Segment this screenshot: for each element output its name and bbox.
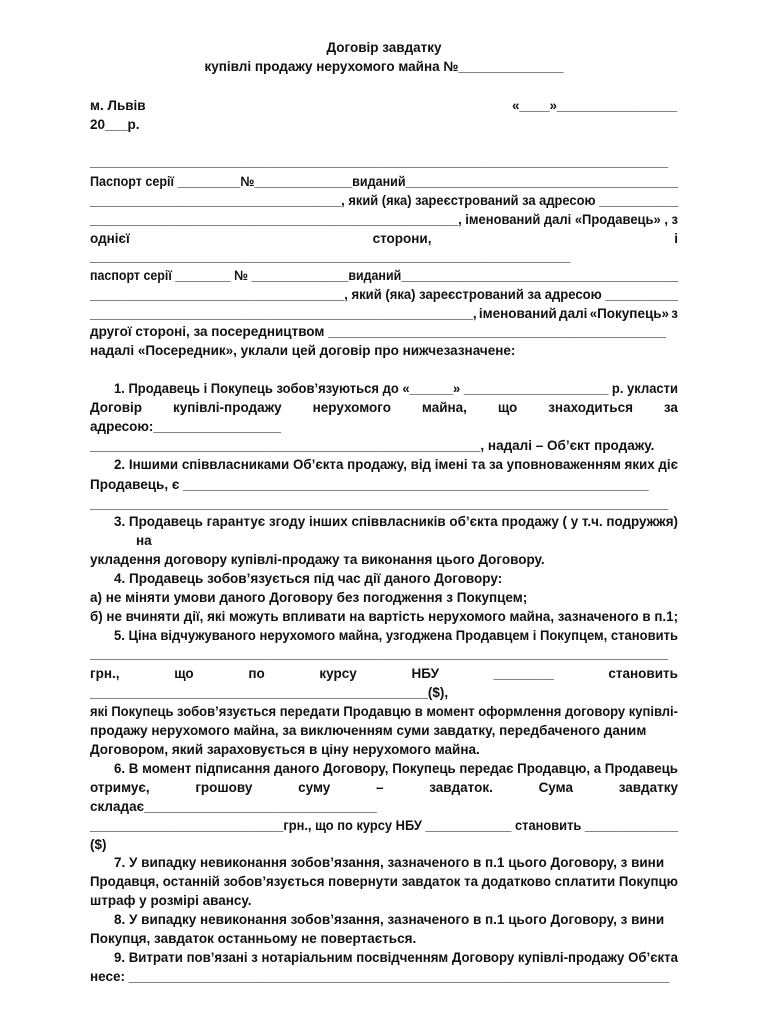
word: грошову (195, 780, 253, 795)
word: що (497, 400, 518, 415)
word: Сума (538, 780, 573, 795)
word: – (376, 780, 384, 795)
word: «Покупець» (589, 306, 670, 321)
clause-8-line: Покупця, завдаток останньому не повертається. (90, 931, 417, 946)
buyer-named-line (90, 304, 678, 323)
clause-4a: а) не міняти умови даного Договору без погодження з Покупцем; (90, 590, 528, 605)
clause-5-line: Договором, який зараховується в ціну нерухомого майна. (90, 742, 480, 757)
buyer-passport-line: паспорт серії ________ № ______________виданий________________________________________ (90, 268, 679, 283)
clause-1-line: ____________________________________________________, надалі – Об’єкт продажу. (90, 438, 655, 453)
buyer-address-line: ___________________________________, який (яка) зареєстрований за адресою __________ (90, 287, 679, 302)
word: отримує, (90, 780, 150, 795)
word: завдаток. (429, 780, 493, 795)
clause-5-line: продажу нерухомого майна, за виключенням суми завдатку, передбаченого даним (90, 723, 647, 738)
clause-4b: б) не вчиняти дії, які можуть впливати на вартість нерухомого майна, зазначеного в п.1; (90, 609, 679, 624)
seller-passport-line: Паспорт серії _________№______________виданий_______________________________________ (90, 174, 678, 189)
clause-6-line: 6. В момент підписання даного Договору, Покупець передає Продавцю, а Продавець (114, 761, 678, 776)
seller-side-line (90, 229, 678, 248)
document-subtitle: купівлі продажу нерухомого майна №______________ (204, 59, 564, 74)
clause-3-line: укладення договору купівлі-продажу та виконання цього Договору. (90, 552, 545, 567)
word: по (248, 666, 265, 681)
word: становить (608, 666, 678, 681)
clause-6-line (90, 778, 678, 797)
clause-5-line: які Покупець зобов’язується передати Продавцю в момент оформлення договору купівлі- (90, 704, 679, 719)
word: Договір (90, 400, 143, 415)
word: з (671, 306, 678, 321)
clause-3-line: на (136, 533, 152, 548)
word: завдатку (618, 780, 678, 795)
word: однієї (90, 231, 130, 246)
word: ___________________________________________________, (90, 306, 477, 321)
clause-7-line: 7. У випадку невиконання зобов’язання, зазначеного в п.1 цього Договору, з вини (114, 855, 665, 870)
city: м. Львів (90, 98, 146, 113)
seller-named-line: ___________________________________________________, іменований далі «Продавець» , з (90, 212, 678, 227)
clause-2-line: Продавець, є ______________________________________________________________ (90, 477, 649, 492)
clause-4-line: 4. Продавець зобов’язується під час дії даного Договору: (114, 571, 503, 586)
clause-5-line (90, 664, 678, 683)
word: далі (559, 306, 588, 321)
clause-1-line (90, 398, 678, 417)
word: майна, (421, 400, 467, 415)
clause-9-line: несе: ________________________________________________________________________ (90, 969, 670, 984)
word: ________ (493, 666, 554, 681)
blank-line: _____________________________________________________________________________ (90, 154, 669, 169)
clause-1-line: адресою:_________________ (90, 419, 282, 434)
clause-5-line: _____________________________________________________________________________ (90, 646, 669, 661)
date-day-field: «____»________________ (512, 98, 678, 113)
word: нерухомого (312, 400, 391, 415)
word: іменований (478, 306, 557, 321)
word: за (663, 400, 678, 415)
clause-6-line: ($) (90, 837, 107, 852)
seller-address-line: ___________________________________, який (яка) зареєстрований за адресою ___________ (90, 193, 679, 208)
clause-2-line: _____________________________________________________________________________ (90, 496, 669, 511)
clause-7-line: Продавця, останній зобов’язується повернути завдаток та додатково сплатити Покупцю (90, 874, 679, 889)
word: сторони, (372, 231, 432, 246)
blank-line: ________________________________________________________________ (90, 249, 571, 264)
clause-8-line: 8. У випадку невиконання зобов’язання, зазначеного в п.1 цього Договору, з вини (114, 912, 665, 927)
intermediary-line: другої стороні, за посередництвом _____________________________________________ (90, 324, 666, 339)
word: НБУ (411, 666, 439, 681)
clause-6-line: ___________________________грн., що по курсу НБУ ____________ становить _____________ (90, 818, 678, 833)
word: грн., (90, 666, 120, 681)
document-title: Договір завдатку (326, 40, 442, 55)
clause-3-line: 3. Продавець гарантує згоду інших співвласників об’єкта продажу ( у т.ч. подружжя) (114, 514, 679, 529)
word: суму (298, 780, 331, 795)
word: курсу (319, 666, 357, 681)
clause-1-line: 1. Продавець і Покупець зобов’язуються до «______» ____________________ р. укласти (114, 381, 679, 396)
clause-6-line: складає_______________________________ (90, 799, 377, 814)
word: що (174, 666, 194, 681)
clause-9-line: 9. Витрати пов’язані з нотаріальним посвідченням Договору купівлі-продажу Об’єкта (114, 950, 678, 965)
clause-5-line: _____________________________________________($), (90, 685, 449, 700)
word: знаходиться (548, 400, 633, 415)
clause-2-line: 2. Іншими співвласниками Об’єкта продажу, від імені та за уповноваженням яких діє (114, 457, 679, 472)
clause-7-line: штраф у розмірі авансу. (90, 893, 252, 908)
intro-line: надалі «Посередник», уклали цей договір про нижчезазначене: (90, 343, 516, 358)
word: і (674, 231, 678, 246)
clause-5-line: 5. Ціна відчужуваного нерухомого майна, узгоджена Продавцем і Покупцем, становить (114, 628, 679, 643)
date-year-field: 20___р. (90, 117, 140, 132)
word: купівлі-продажу (172, 400, 282, 415)
